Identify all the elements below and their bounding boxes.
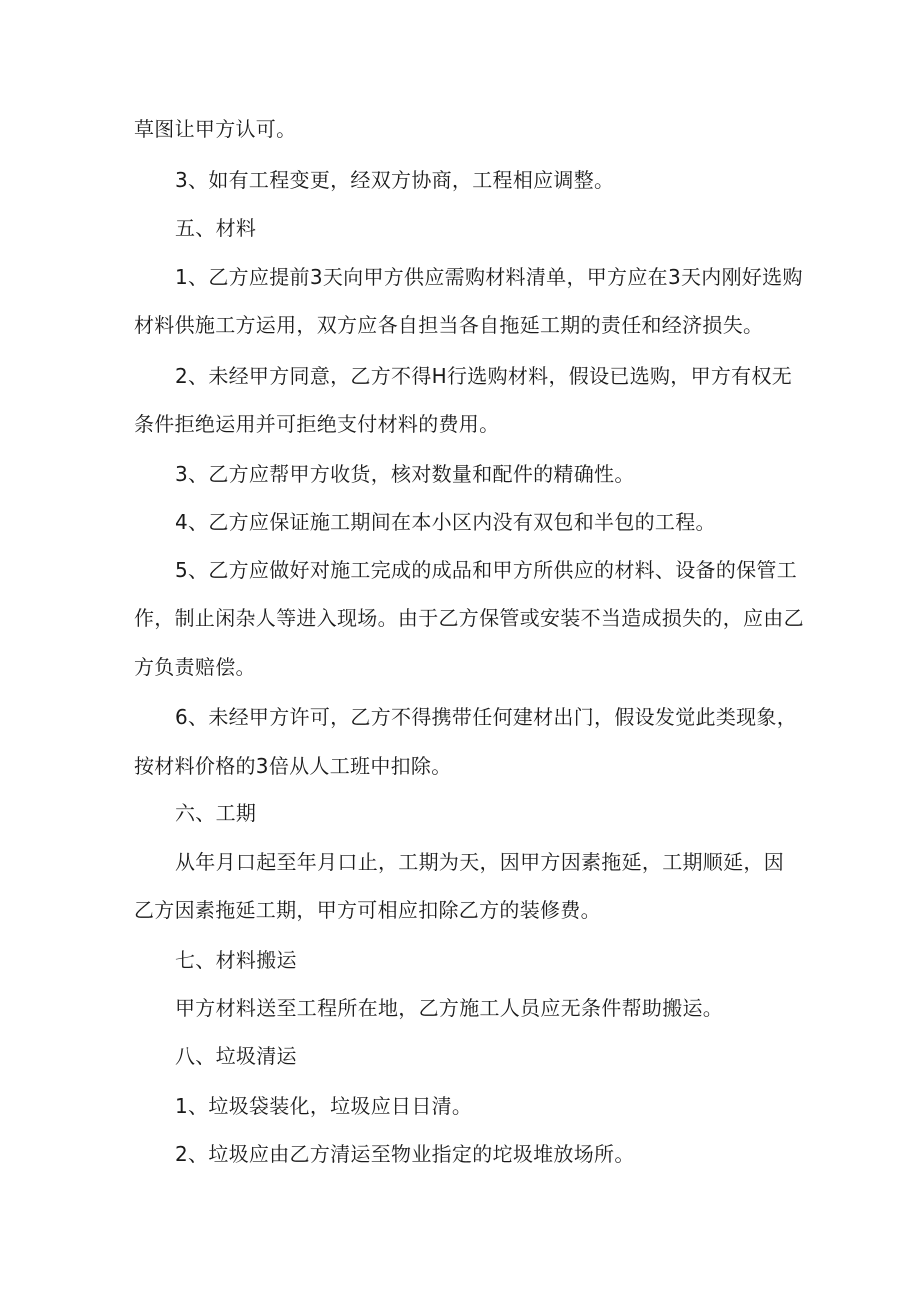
text-line: 乙方因素拖延工期，甲方可相应扣除乙方的装修费。 — [134, 898, 601, 922]
text-line: 1、垃圾袋装化，垃圾应日日清。 — [175, 1094, 473, 1118]
text-line: 5、乙方应做好对施工完成的成品和甲方所供应的材料、设备的保管工 — [175, 558, 798, 582]
text-line: 从年月口起至年月口止，工期为天，因甲方因素拖延，工期顺延，因 — [175, 850, 784, 874]
text-line: 4、乙方应保证施工期间在本小区内没有双包和半包的工程。 — [175, 510, 716, 534]
text-line: 3、如有工程变更，经双方协商，工程相应调整。 — [175, 168, 615, 192]
text-line: 条件拒绝运用并可拒绝支付材料的费用。 — [134, 412, 500, 436]
section-heading: 五、材料 — [175, 216, 257, 240]
text-line: 6、未经甲方许可，乙方不得携带任何建材出门，假设发觉此类现象， — [175, 705, 798, 729]
text-line: 作，制止闲杂人等进入现场。由于乙方保管或安装不当造成损失的，应由乙 — [134, 606, 804, 630]
text-line: 按材料价格的3倍从人工班中扣除。 — [134, 754, 452, 778]
text-line: 草图让甲方认可。 — [134, 117, 297, 141]
text-line: 2、垃圾应由乙方清运至物业指定的坨圾堆放场所。 — [175, 1142, 635, 1166]
text-line: 材料供施工方运用，双方应各自担当各自拖延工期的责任和经济损失。 — [134, 313, 764, 337]
text-line: 方负责赔偿。 — [134, 655, 256, 679]
section-heading: 七、材料搬运 — [175, 948, 297, 972]
section-heading: 八、垃圾清运 — [175, 1044, 297, 1068]
text-line: 2、未经甲方同意，乙方不得H行选购材料，假设已选购，甲方有权无 — [175, 364, 793, 388]
section-heading: 六、工期 — [175, 801, 257, 825]
text-line: 1、乙方应提前3天向甲方供应需购材料清单，甲方应在3天内刚好选购 — [175, 265, 803, 289]
text-line: 甲方材料送至工程所在地，乙方施工人员应无条件帮助搬运。 — [175, 996, 724, 1020]
text-line: 3、乙方应帮甲方收货，核对数量和配件的精确性。 — [175, 462, 635, 486]
